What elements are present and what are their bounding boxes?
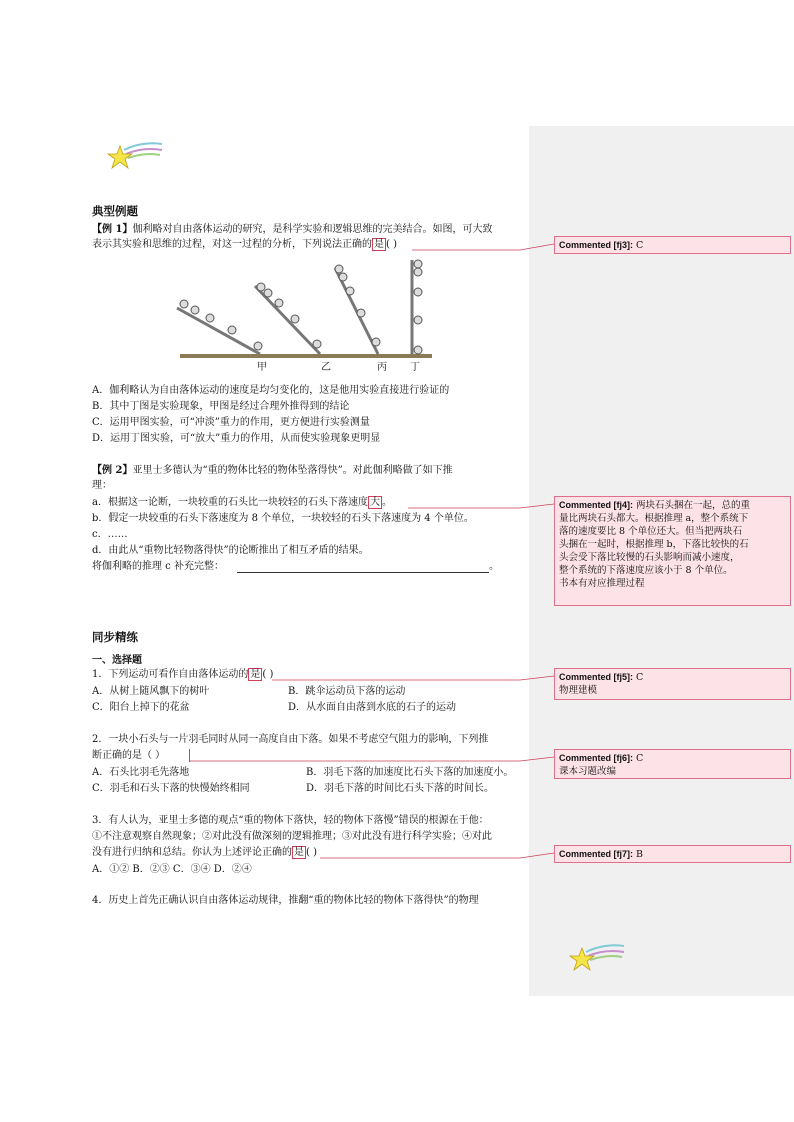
example1-tag: 【例 1】 — [92, 224, 133, 235]
question2-option-c: C．羽毛和石头下落的快慢始终相同 — [92, 783, 250, 794]
question3-options: A．①② B．②③ C．③④ D．②④ — [92, 864, 252, 875]
subsection-title-choice: 一、选择题 — [92, 655, 142, 666]
example2-fill-prompt: 将伽利略的推理 c 补充完整： — [92, 561, 224, 572]
question4-line1: 4．历史上首先正确认识自由落体运动规律，推翻“重的物体比轻的物体下落得快”的物理 — [92, 895, 479, 906]
comment-fj6[interactable]: Commented [fj6]: C 课本习题改编 — [554, 749, 791, 779]
question3-line2: ①不注意观察自然现象；②对此没有做深刻的逻辑推理；③对此没有进行科学实验；④对此 — [92, 831, 492, 842]
example1-option-d: D．运用丁图实验，可“放大”重力的作用，从而使实验现象更明显 — [92, 433, 381, 444]
comment-anchor-fj7[interactable]: 是 — [294, 847, 304, 858]
section-title-examples: 典型例题 — [92, 204, 138, 218]
example1-line1: 【例 1】伽利略对自由落体运动的研究，是科学实验和逻辑思维的完美结合。如图，可大致 — [92, 224, 493, 235]
question2-option-b: B．羽毛下落的加速度比石头下落的加速度小。 — [306, 767, 514, 778]
question2-line2: 断正确的是（ ） — [92, 750, 166, 761]
example1-option-c: C．运用甲图实验，可“冲淡”重力的作用，更方便进行实验测量 — [92, 417, 370, 428]
example1-line2: 表示其实验和思维的过程，对这一过程的分析，下列说法正确的 是 ( ) — [92, 239, 397, 250]
question2-line1: 2．一块小石头与一片羽毛同时从同一高度自由下落。如果不考虑空气阻力的影响，下列推 — [92, 734, 489, 745]
comment-fj4[interactable]: Commented [fj4]: 两块石头捆在一起，总的重 量比两块石头都大。根据推理 a，整个系统下 落的速度要比 8 个单位还大。但当把两块石 头捆在一起时，根据推理 b，下落比较快的石 头会受下落比较慢的石头影响而减小速度， 整个系统的下落速度应该小于 8 个单位。 书本有对应推理过程 — [554, 496, 791, 606]
figure-label-yi: 乙 — [321, 362, 331, 373]
comment-anchor-fj3[interactable]: 是 — [374, 239, 384, 250]
comment-fj3[interactable]: Commented [fj3]: C — [554, 236, 791, 254]
comment-anchor-fj4[interactable]: 大 — [369, 497, 380, 508]
question1-option-a: A．从树上随风飘下的树叶 — [92, 686, 210, 697]
example2-tag: 【例 2】 — [92, 465, 133, 476]
question3-line3: 没有进行归纳和总结。你认为上述评论正确的 是 ( ) — [92, 847, 317, 858]
example2-line1: 【例 2】亚里士多德认为“重的物体比轻的物体坠落得快”。对此伽利略做了如下推 — [92, 465, 453, 476]
example2-line2: 理： — [92, 480, 112, 491]
question1-option-d: D．从水面自由落到水底的石子的运动 — [288, 702, 457, 713]
example2-item-d: d．由此从“重物比轻物落得快”的论断推出了相互矛盾的结果。 — [92, 545, 369, 556]
example2-fill-end: 。 — [489, 561, 499, 572]
example1-option-a: A．伽利略认为自由落体运动的速度是均匀变化的，这是他用实验直接进行验证的 — [92, 385, 450, 396]
question3-line1: 3．有人认为，亚里士多德的观点“重的物体下落快，轻的物体下落慢”错误的根源在于他： — [92, 815, 489, 826]
figure-label-jia: 甲 — [257, 362, 267, 373]
question1-option-b: B．跳伞运动员下落的运动 — [288, 686, 406, 697]
question1-option-c: C．阳台上掉下的花盆 — [92, 702, 190, 713]
question2-option-a: A．石头比羽毛先落地 — [92, 767, 190, 778]
question1-stem: 1．下列运动可看作自由落体运动的 是 ( ) — [92, 669, 274, 680]
example1-option-b: B．其中丁图是实验现象，甲图是经过合理外推得到的结论 — [92, 401, 350, 412]
figure-label-ding: 丁 — [410, 362, 420, 373]
comment-fj5[interactable]: Commented [fj5]: C 物理建模 — [554, 668, 791, 700]
example2-item-c: c．…… — [92, 529, 128, 540]
example2-item-b: b．假定一块较重的石头下落速度为 8 个单位，一块较轻的石头下落速度为 4 个单位。 — [92, 513, 474, 524]
question2-option-d: D．羽毛下落的时间比石头下落的时间长。 — [306, 783, 495, 794]
section-title-practice: 同步精练 — [92, 630, 138, 644]
figure-label-bing: 丙 — [377, 362, 387, 373]
comment-fj7[interactable]: Commented [fj7]: B — [554, 845, 791, 863]
comment-anchor-fj5[interactable]: 是 — [250, 669, 261, 680]
example2-item-a: a．根据这一论断，一块较重的石头比一块较轻的石头下落速度 大 。 — [92, 497, 392, 508]
